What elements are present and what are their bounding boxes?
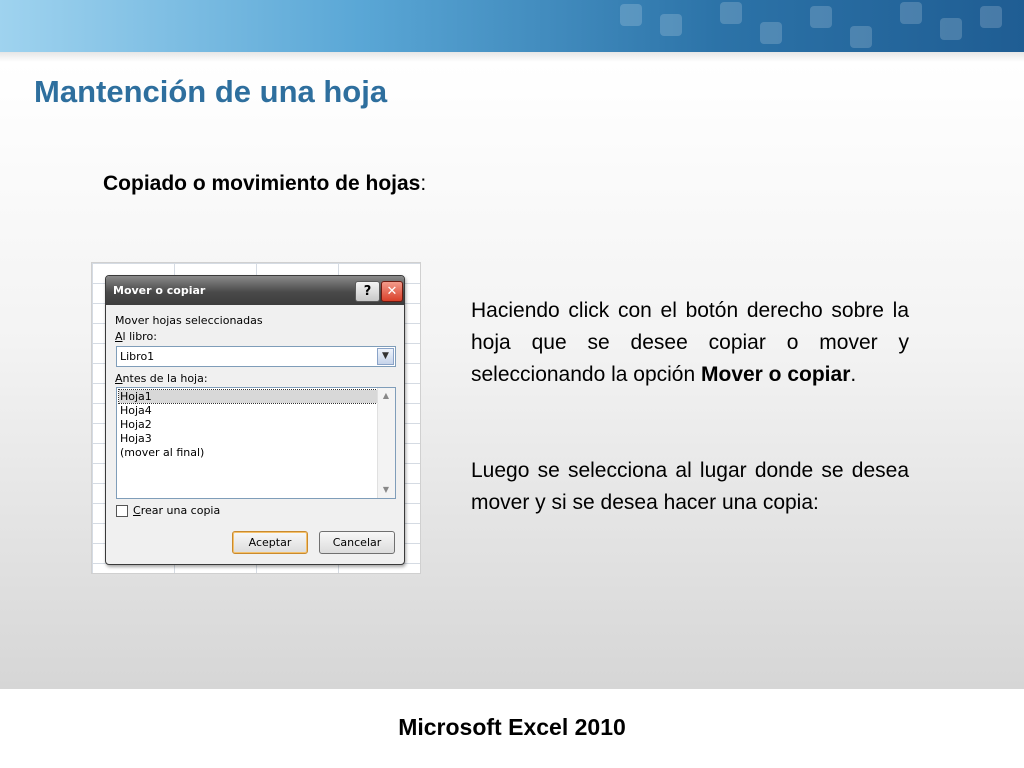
footer-title: Microsoft Excel 2010 bbox=[398, 714, 626, 740]
list-item[interactable]: Hoja4 bbox=[120, 404, 152, 417]
book-label bbox=[115, 330, 157, 343]
book-dropdown[interactable] bbox=[116, 346, 396, 367]
before-sheet-label bbox=[115, 372, 208, 385]
move-copy-dialog bbox=[105, 275, 405, 565]
before-label-key: A bbox=[115, 372, 123, 385]
cancel-button[interactable]: Cancelar bbox=[319, 531, 395, 554]
list-item[interactable]: (mover al final) bbox=[120, 446, 205, 459]
list-item[interactable]: Hoja1 bbox=[119, 390, 377, 403]
instruction-paragraph-2: Luego se selecciona al lugar donde se desea mover y si se desea hacer una copia: bbox=[471, 459, 909, 514]
paragraph1-end: . bbox=[850, 363, 857, 386]
create-copy-label[interactable] bbox=[133, 504, 220, 517]
book-label-rest: l libro: bbox=[122, 330, 157, 343]
subtitle-bold: Copiado o movimiento de hojas bbox=[103, 172, 421, 195]
dialog-titlebar[interactable] bbox=[106, 276, 404, 305]
copy-label-rest: rear una copia bbox=[140, 504, 221, 517]
scroll-down-icon[interactable]: ▼ bbox=[382, 485, 390, 494]
chevron-down-icon[interactable]: ▼ bbox=[377, 348, 394, 365]
copy-label-key: C bbox=[133, 504, 141, 517]
scroll-up-icon[interactable]: ▲ bbox=[382, 391, 390, 400]
list-item[interactable]: Hoja2 bbox=[120, 418, 152, 431]
before-label-rest: ntes de la hoja: bbox=[122, 372, 208, 385]
help-button[interactable]: ? bbox=[355, 281, 380, 302]
banner-divider bbox=[0, 52, 1024, 62]
subtitle-colon: : bbox=[420, 172, 427, 195]
list-item[interactable]: Hoja3 bbox=[120, 432, 152, 445]
accept-button[interactable]: Aceptar bbox=[232, 531, 308, 554]
header-banner bbox=[0, 0, 1024, 52]
close-button[interactable]: ✕ bbox=[381, 281, 403, 302]
move-sheets-label: Mover hojas seleccionadas bbox=[115, 314, 263, 327]
book-dropdown-value: Libro1 bbox=[120, 350, 155, 363]
paragraph1-text: Haciendo click con el botón derecho sobre la hoja que se desee copiar o mover y seleccionando la opción bbox=[471, 299, 909, 386]
dialog-title: Mover o copiar bbox=[113, 284, 206, 297]
list-scrollbar[interactable] bbox=[377, 388, 395, 498]
slide-subtitle bbox=[103, 172, 426, 196]
paragraph1-bold: Mover o copiar bbox=[701, 363, 851, 386]
book-label-key: A bbox=[115, 330, 123, 343]
instruction-paragraph-1 bbox=[471, 295, 909, 391]
slide-title: Mantención de una hoja bbox=[34, 74, 388, 109]
sheet-list[interactable] bbox=[116, 387, 396, 499]
create-copy-checkbox[interactable] bbox=[116, 505, 128, 517]
